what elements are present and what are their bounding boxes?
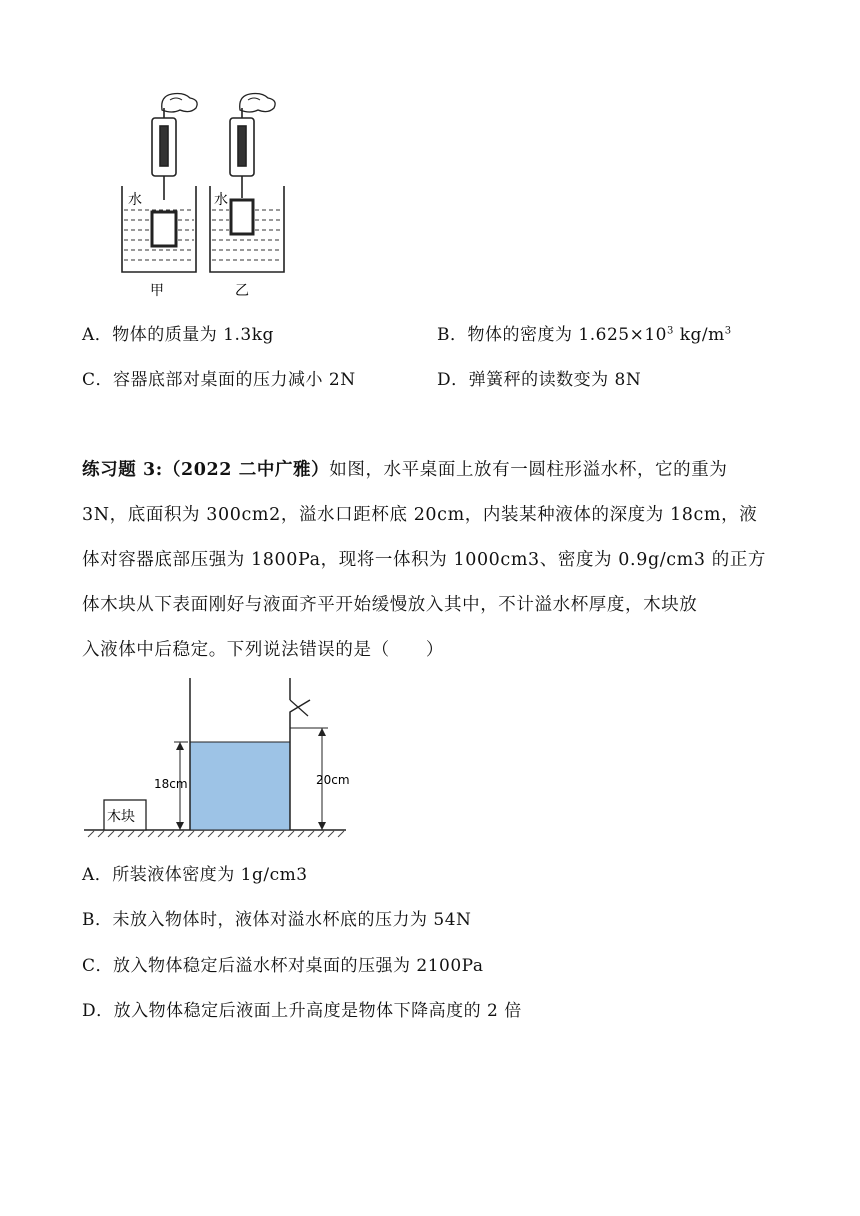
liquid — [190, 742, 290, 830]
q2-option-a: A．物体的质量为 1.3kg — [82, 325, 274, 345]
exercise-3-line-4: 体木块从下表面刚好与液面齐平开始缓慢放入其中，不计溢水杯厚度，木块放 — [82, 595, 698, 615]
exercise-3-line-5: 入液体中后稳定。下列说法错误的是（ ） — [82, 640, 444, 660]
exercise-source: （2022 二中广雅） — [162, 460, 330, 480]
outlet-height-label: 20cm — [316, 773, 350, 787]
exercise-label: 练习题 3: — [82, 460, 163, 480]
q3-option-c: C．放入物体稳定后溢水杯对桌面的压强为 2100Pa — [82, 956, 484, 976]
caption-yi: 乙 — [235, 283, 249, 299]
q3-option-d: D．放入物体稳定后液面上升高度是物体下降高度的 2 倍 — [82, 1001, 522, 1021]
caption-jia: 甲 — [150, 283, 164, 299]
water-label-left: 水 — [128, 192, 142, 208]
exercise-3-line-1: 练习题 3:（2022 二中广雅）如图，水平桌面上放有一圆柱形溢水杯，它的重为 — [82, 460, 728, 480]
q3-option-a: A．所装液体密度为 1g/cm3 — [82, 865, 308, 885]
exercise-3-line-3: 体对容器底部压强为 1800Pa，现将一体积为 1000cm3、密度为 0.9g/cm3 的正方 — [82, 550, 767, 570]
spring-scale-figure — [110, 88, 300, 303]
q3-option-b: B．未放入物体时，液体对溢水杯底的压力为 54N — [82, 910, 472, 930]
wood-block-label: 木块 — [107, 809, 135, 825]
exercise-3-line-2: 3N，底面积为 300cm2，溢水口距杯底 20cm，内装某种液体的深度为 18cm，液 — [82, 505, 758, 525]
q2-option-d: D．弹簧秤的读数变为 8N — [437, 370, 642, 390]
water-label-right: 水 — [214, 192, 228, 208]
overflow-cup-figure — [84, 676, 350, 838]
depth-label: 18cm — [154, 777, 188, 791]
q2-option-c: C．容器底部对桌面的压力减小 2N — [82, 370, 356, 390]
q2-option-b: B．物体的密度为 $1.625\times 10^3$ $kg/m^3$ — [437, 325, 732, 345]
